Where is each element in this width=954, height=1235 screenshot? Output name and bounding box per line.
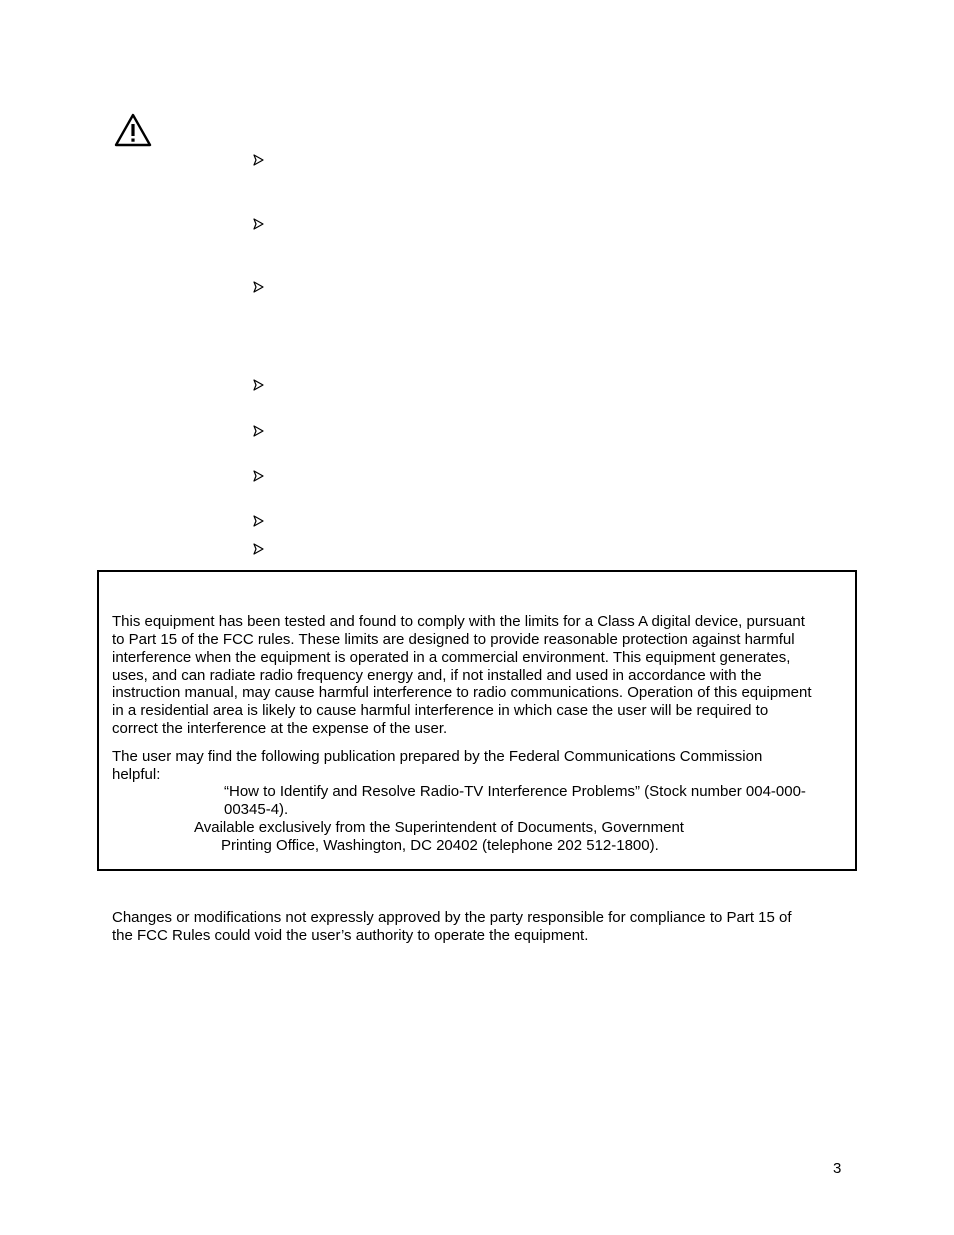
arrowhead-bullet-icon: [252, 543, 266, 557]
publication-title-line: 00345-4).: [224, 801, 289, 818]
fcc-paragraph-line: instruction manual, may cause harmful interference to radio communications. Operation of this equipment: [112, 684, 812, 701]
fcc-helpful-line: helpful:: [112, 766, 161, 783]
arrowhead-bullet-icon: [252, 281, 266, 295]
fcc-paragraph-line: to Part 15 of the FCC rules. These limits are designed to provide reasonable protection against harmful: [112, 631, 795, 648]
fcc-helpful-line: The user may find the following publication prepared by the Federal Communications Commission: [112, 748, 763, 765]
publication-title-line: “How to Identify and Resolve Radio-TV Interference Problems” (Stock number 004-000-: [224, 783, 806, 800]
arrowhead-bullet-icon: [252, 154, 266, 168]
arrowhead-bullet-icon: [252, 379, 266, 393]
fcc-paragraph-line: correct the interference at the expense of the user.: [112, 720, 448, 737]
arrowhead-bullet-icon: [252, 218, 266, 232]
fcc-paragraph-line: in a residential area is likely to cause harmful interference in which case the user will be required to: [112, 702, 769, 719]
changes-notice-line: the FCC Rules could void the user’s authority to operate the equipment.: [112, 927, 589, 944]
arrowhead-bullet-icon: [252, 425, 266, 439]
fcc-paragraph-line: This equipment has been tested and found to comply with the limits for a Class A digital device, pursuant: [112, 613, 805, 630]
fcc-paragraph-line: uses, and can radiate radio frequency energy and, if not installed and used in accordance with the: [112, 667, 762, 684]
page-number: 3: [833, 1160, 842, 1177]
arrowhead-bullet-icon: [252, 470, 266, 484]
availability-line: Available exclusively from the Superintendent of Documents, Government: [194, 819, 684, 836]
availability-line: Printing Office, Washington, DC 20402 (telephone 202 512-1800).: [221, 837, 659, 854]
changes-notice-line: Changes or modifications not expressly approved by the party responsible for compliance to Part 15 of: [112, 909, 792, 926]
fcc-paragraph-line: interference when the equipment is operated in a commercial environment. This equipment generates,: [112, 649, 791, 666]
warning-triangle-icon: [113, 112, 153, 148]
arrowhead-bullet-icon: [252, 515, 266, 529]
